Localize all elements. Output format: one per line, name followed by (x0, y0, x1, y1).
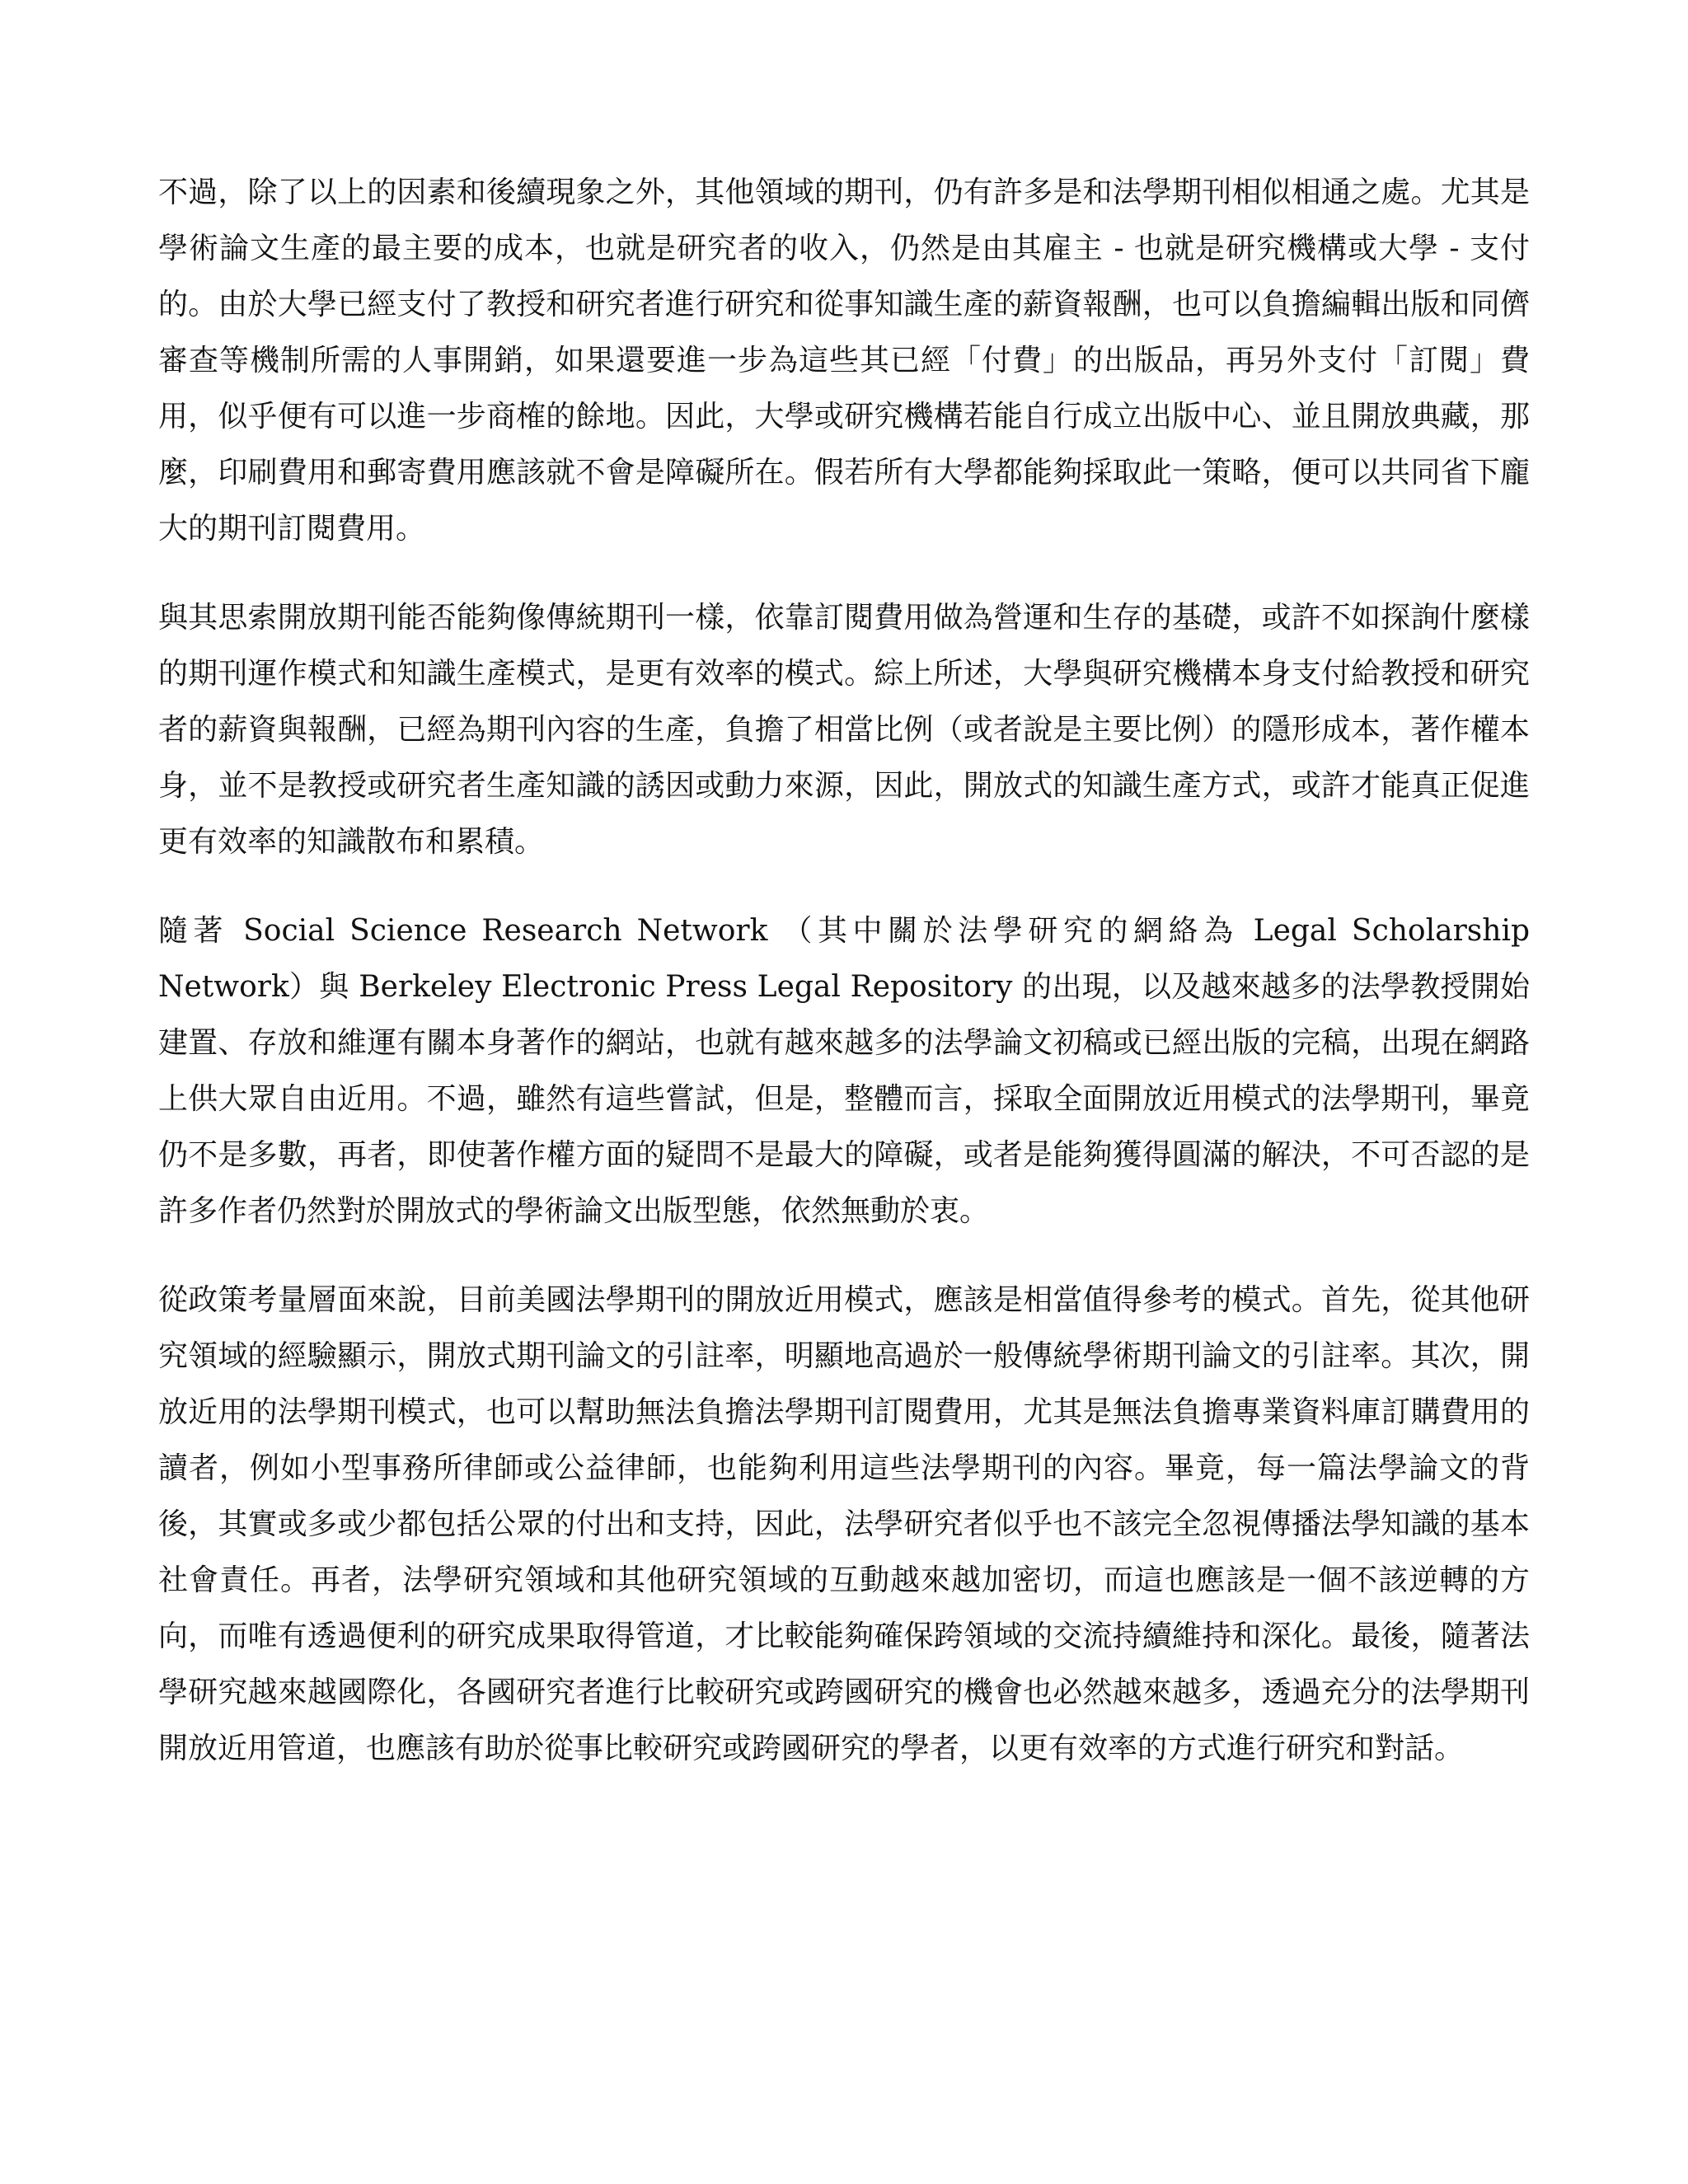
paragraph-1: 不過，除了以上的因素和後續現象之外，其他領域的期刊，仍有許多是和法學期刊相似相通之處。尤其是學術論文生產的最主要的成本，也就是研究者的收入，仍然是由其雇主 - 也就是研究機構或大學 - 支付的。由於大學已經支付了教授和研究者進行研究和從事知識生產的薪資報酬，也可以負擔編輯出版和同儕審查等機制所需的人事開銷，如果還要進一步為這些其已經「付費」的出版品，再另外支付「訂閱」費用，似乎便有可以進一步商榷的餘地。因此，大學或研究機構若能自行成立出版中心、並且開放典藏，那麼，印刷費用和郵寄費用應該就不會是障礙所在。假若所有大學都能夠採取此一策略，便可以共同省下龐大的期刊訂閱費用。 (158, 176, 1530, 546)
paragraph-2: 與其思索開放期刊能否能夠像傳統期刊一樣，依靠訂閱費用做為營運和生存的基礎，或許不如探詢什麼樣的期刊運作模式和知識生產模式，是更有效率的模式。綜上所述，大學與研究機構本身支付給教授和研究者的薪資與報酬，已經為期刊內容的生產，負擔了相當比例（或者說是主要比例）的隱形成本，著作權本身，並不是教授或研究者生產知識的誘因或動力來源，因此，開放式的知識生產方式，或許才能真正促進更有效率的知識散布和累積。 (158, 601, 1530, 859)
document-body (158, 165, 1530, 1810)
paragraph-4: 從政策考量層面來說，目前美國法學期刊的開放近用模式，應該是相當值得參考的模式。首先，從其他研究領域的經驗顯示，開放式期刊論文的引註率，明顯地高過於一般傳統學術期刊論文的引註率。其次，開放近用的法學期刊模式，也可以幫助無法負擔法學期刊訂閱費用，尤其是無法負擔專業資料庫訂購費用的讀者，例如小型事務所律師或公益律師，也能夠利用這些法學期刊的內容。畢竟，每一篇法學論文的背後，其實或多或少都包括公眾的付出和支持，因此，法學研究者似乎也不該完全忽視傳播法學知識的基本社會責任。再者，法學研究領域和其他研究領域的互動越來越加密切，而這也應該是一個不該逆轉的方向，而唯有透過便利的研究成果取得管道，才比較能夠確保跨領域的交流持續維持和深化。最後，隨著法學研究越來越國際化，各國研究者進行比較研究或跨國研究的機會也必然越來越多，透過充分的法學期刊開放近用管道，也應該有助於從事比較研究或跨國研究的學者，以更有效率的方式進行研究和對話。 (158, 1283, 1530, 1765)
paragraph-3: 隨著 Social Science Research Network （其中關於法學研究的網絡為 Legal Scholarship Network）與 Berkeley Electronic Press Legal Repository 的出現，以及越來越多的法學教授開始建置、存放和維運有關本身著作的網站，也就有越來越多的法學論文初稿或已經出版的完稿，出現在網路上供大眾自由近用。不過，雖然有這些嘗試，但是，整體而言，採取全面開放近用模式的法學期刊，畢竟仍不是多數，再者，即使著作權方面的疑問不是最大的障礙，或者是能夠獲得圓滿的解決，不可否認的是許多作者仍然對於開放式的學術論文出版型態，依然無動於衷。 (158, 914, 1530, 1228)
